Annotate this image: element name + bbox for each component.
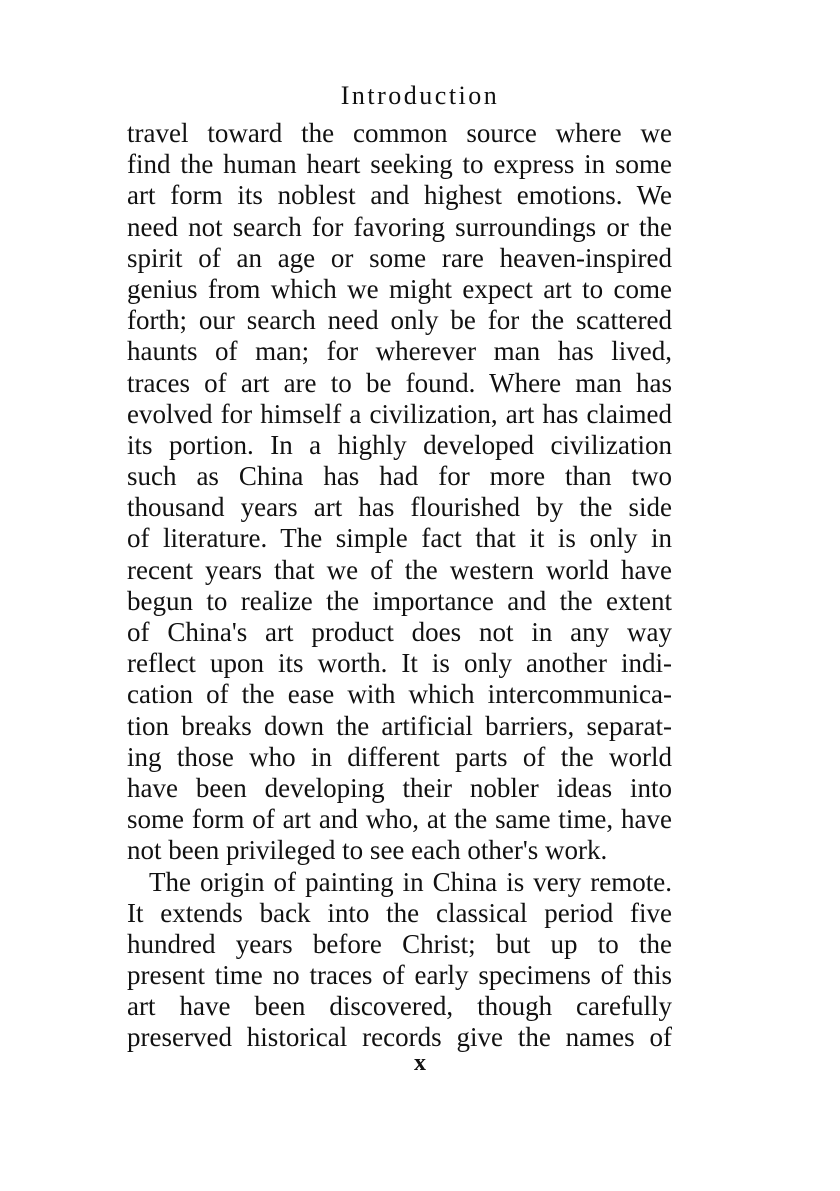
text-line: of literature. The simple fact that it is only in bbox=[127, 523, 672, 554]
text-line: such as China has had for more than two bbox=[127, 461, 672, 492]
body-text bbox=[127, 118, 672, 1054]
paragraph-2 bbox=[127, 867, 672, 1054]
text-line: evolved for himself a civilization, art has claimed bbox=[127, 398, 672, 429]
text-line: some form of art and who, at the same time, have bbox=[127, 804, 672, 835]
text-line: travel toward the common source where we bbox=[127, 118, 672, 148]
text-line: genius from which we might expect art to come bbox=[127, 273, 672, 304]
text-line: have been developing their nobler ideas into bbox=[127, 772, 672, 803]
text-line: It extends back into the classical period five bbox=[127, 897, 672, 928]
text-line: preserved historical records give the names of bbox=[127, 1022, 672, 1053]
text-line: traces of art are to be found. Where man has bbox=[127, 367, 672, 398]
text-line: recent years that we of the western world have bbox=[127, 554, 672, 585]
text-line: hundred years before Christ; but up to the bbox=[127, 928, 672, 959]
text-line: spirit of an age or some rare heaven-inspired bbox=[127, 242, 672, 273]
text-line: present time no traces of early specimens of this bbox=[127, 960, 672, 991]
page-number: x bbox=[414, 1050, 426, 1076]
text-line: not been privileged to see each other's work. bbox=[127, 835, 608, 866]
text-line: reflect upon its worth. It is only another indi- bbox=[127, 648, 672, 679]
text-line: tion breaks down the artificial barriers, separat- bbox=[127, 710, 672, 741]
text-line: forth; our search need only be for the scattered bbox=[127, 305, 672, 336]
running-head: Introduction bbox=[340, 81, 500, 110]
text-line: of China's art product does not in any way bbox=[127, 617, 672, 647]
text-line: art have been discovered, though carefully bbox=[127, 991, 672, 1022]
paragraph-1 bbox=[127, 118, 672, 867]
text-line: its portion. In a highly developed civilization bbox=[127, 429, 672, 460]
text-line: haunts of man; for wherever man has lived, bbox=[127, 336, 672, 367]
text-line: The origin of painting in China is very remote. bbox=[149, 866, 672, 897]
text-line: cation of the ease with which intercommunica- bbox=[127, 679, 672, 710]
text-line: begun to realize the importance and the extent bbox=[127, 585, 672, 616]
text-line: art form its noblest and highest emotions. We bbox=[127, 180, 672, 211]
text-line: ing those who in different parts of the world bbox=[127, 741, 672, 772]
text-line: need not search for favoring surroundings or the bbox=[127, 211, 672, 242]
text-line: find the human heart seeking to express in some bbox=[127, 149, 672, 180]
text-line: thousand years art has flourished by the side bbox=[127, 492, 672, 523]
